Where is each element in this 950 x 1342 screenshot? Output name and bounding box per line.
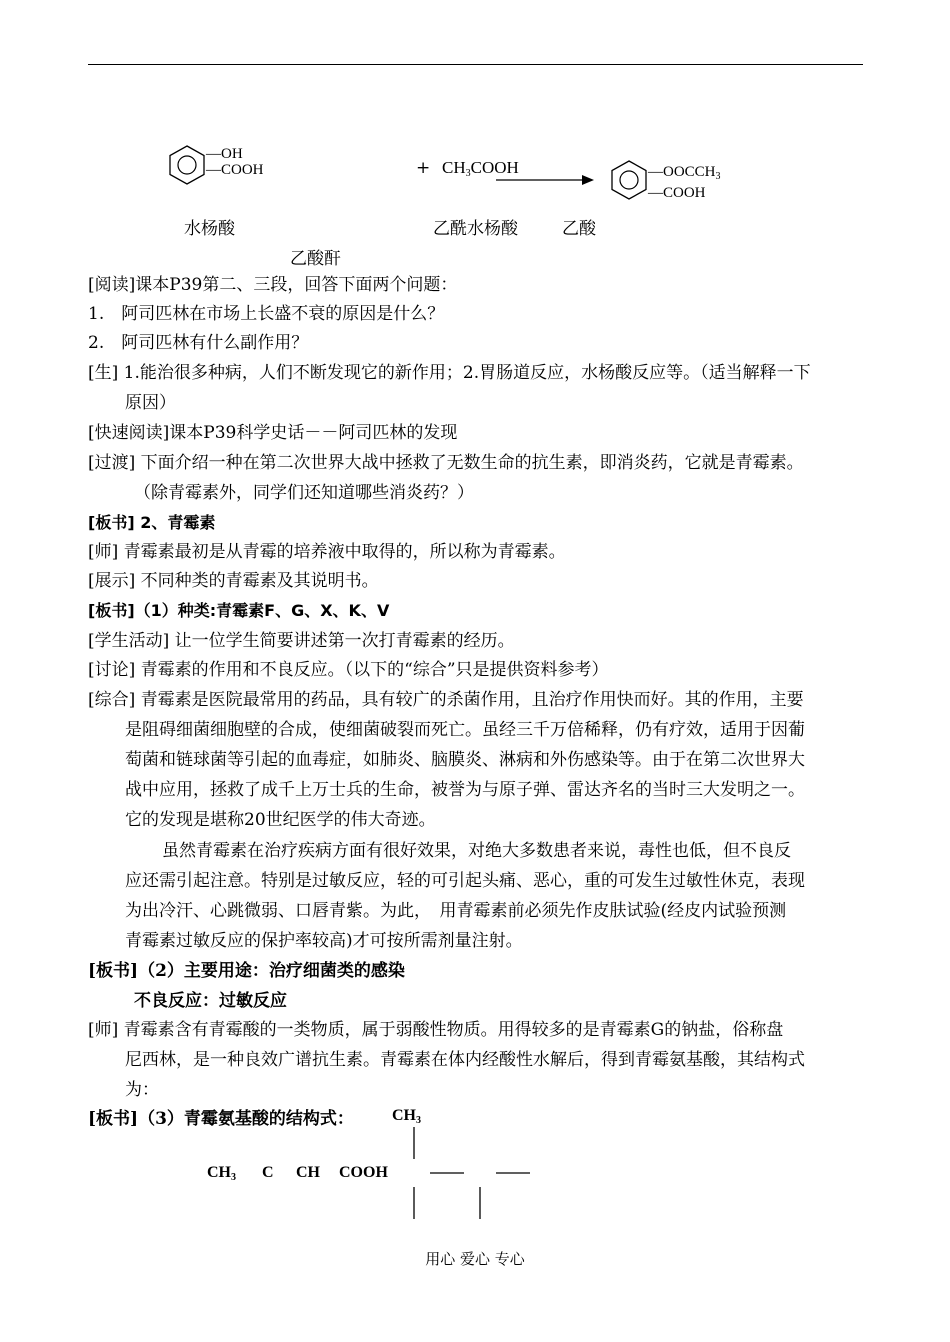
- group-oocch-sub: 3: [715, 171, 721, 182]
- para-teacher-2-cont: 尼西林，是一种良效广谱抗生素。青霉素在体内经酸性水解后，得到青霉氨基酸，其结构式: [125, 1050, 805, 1070]
- para-discussion: [讨论] 青霉素的作用和不良反应。（以下的“综合”只是提供资料参考）: [88, 660, 609, 680]
- question-2: 2. 阿司匹林有什么副作用？: [88, 333, 309, 353]
- para-transition: [过渡] 下面介绍一种在第二次世界大战中拯救了无数生命的抗生素，即消炎药，它就是青霉素。: [88, 453, 804, 473]
- reagent-rest: COOH: [470, 158, 519, 177]
- struct-c: C: [262, 1164, 274, 1181]
- salicylic-groups: [206, 146, 264, 178]
- para-side-effects-4: 青霉素过敏反应的保护率较高)才可按所需剂量注射。: [125, 931, 523, 951]
- para-summary: [综合] 青霉素是医院最常用的药品，具有较广的杀菌作用，且治疗作用快而好。其的作用，主要: [88, 690, 804, 710]
- para-summary-5: 它的发现是堪称20世纪医学的伟大奇迹。: [125, 810, 436, 830]
- group-cooh-product: —COOH: [648, 185, 706, 201]
- group-oh: —OH: [206, 146, 243, 162]
- group-cooh: —COOH: [206, 162, 264, 178]
- para-summary-3: 萄菌和链球菌等引起的血毒症，如肺炎、脑膜炎、淋病和外伤感染等。由于在第二次世界大: [125, 750, 805, 770]
- struct-bonds: [400, 1125, 540, 1225]
- page-footer: 用心 爱心 专心: [425, 1250, 525, 1268]
- para-student-activity: [学生活动] 让一位学生简要讲述第一次打青霉素的经历。: [88, 631, 515, 651]
- para-teacher-2-end: 为：: [125, 1080, 159, 1100]
- label-acetic-acid: 乙酸: [562, 219, 596, 239]
- para-summary-4: 战中应用，拯救了成千上万士兵的生命，被誉为与原子弹、雷达齐名的当时三大发明之一。: [125, 780, 805, 800]
- heading-types: [板书]（1）种类:青霉素F、G、X、K、V: [88, 601, 390, 620]
- heading-adverse: 不良反应：过敏反应: [134, 991, 287, 1011]
- header-rule: [88, 64, 863, 65]
- label-salicylic-acid: 水杨酸: [184, 219, 235, 239]
- para-display: [展示] 不同种类的青霉素及其说明书。: [88, 571, 379, 591]
- group-oocch3: [648, 164, 721, 185]
- para-teacher-1: [师] 青霉素最初是从青霉的培养液中取得的，所以称为青霉素。: [88, 542, 566, 562]
- struct-ch3-sub: 3: [231, 1172, 236, 1183]
- para-teacher-2: [师] 青霉素含有青霉酸的一类物质，属于弱酸性物质。用得较多的是青霉素G的钠盐，俗称盘: [88, 1020, 784, 1040]
- student-answer-cont: 原因）: [125, 393, 176, 413]
- heading-penicillin: [板书] 2、青霉素: [88, 513, 216, 532]
- label-acetylsalicylic-acid: 乙酰水杨酸: [433, 219, 518, 239]
- para-reading: [阅读]课本P39第二、三段，回答下面两个问题：: [88, 275, 458, 295]
- plus-sign: +: [416, 158, 431, 178]
- benzene-ring-salicylic: [166, 144, 208, 186]
- para-quick-reading: [快速阅读]课本P39科学史话－－阿司匹林的发现: [88, 423, 458, 443]
- struct-ch3-top: [392, 1107, 421, 1126]
- reagent-sub: 3: [465, 168, 471, 179]
- struct-ch: CH: [296, 1164, 320, 1181]
- struct-cooh: COOH: [339, 1164, 388, 1181]
- struct-ch3-top-text: CH: [392, 1107, 416, 1124]
- aspirin-groups: [648, 164, 721, 201]
- para-side-effects: 虽然青霉素在治疗疾病方面有很好效果，对绝大多数患者来说，毒性也低，但不良反: [162, 841, 791, 861]
- struct-ch3-top-sub: 3: [416, 1115, 421, 1126]
- benzene-ring-aspirin: [608, 159, 650, 201]
- student-answer: [生] 1.能治很多种病，人们不断发现它的新作用；2.胃肠道反应，水杨酸反应等。（适当解释一下: [88, 363, 811, 383]
- para-side-effects-2: 应还需引起注意。特别是过敏反应，轻的可引起头痛、恶心，重的可发生过敏性休克，表现: [125, 871, 805, 891]
- heading-uses: [板书]（2）主要用途：治疗细菌类的感染: [88, 961, 405, 981]
- label-acetic-anhydride: 乙酸酐: [290, 249, 341, 269]
- para-summary-2: 是阻碍细菌细胞壁的合成，使细菌破裂而死亡。虽经三千万倍稀释，仍有疗效，适用于因葡: [125, 720, 805, 740]
- reaction-arrow: [496, 172, 596, 188]
- struct-ch3-left: [207, 1164, 236, 1183]
- struct-ch3-text: CH: [207, 1164, 231, 1181]
- heading-structure: [板书]（3）青霉氨基酸的结构式：: [88, 1109, 354, 1129]
- para-transition-cont: （除青霉素外，同学们还知道哪些消炎药？）: [134, 483, 474, 503]
- question-1: 1. 阿司匹林在市场上长盛不衰的原因是什么？: [88, 304, 445, 324]
- group-oocch-text: —OOCCH: [648, 164, 716, 180]
- para-side-effects-3: 为出冷汗、心跳微弱、口唇青紫。为此， 用青霉素前必须先作皮肤试验(经皮内试验预测: [125, 901, 787, 921]
- reagent-ch: CH: [442, 158, 466, 177]
